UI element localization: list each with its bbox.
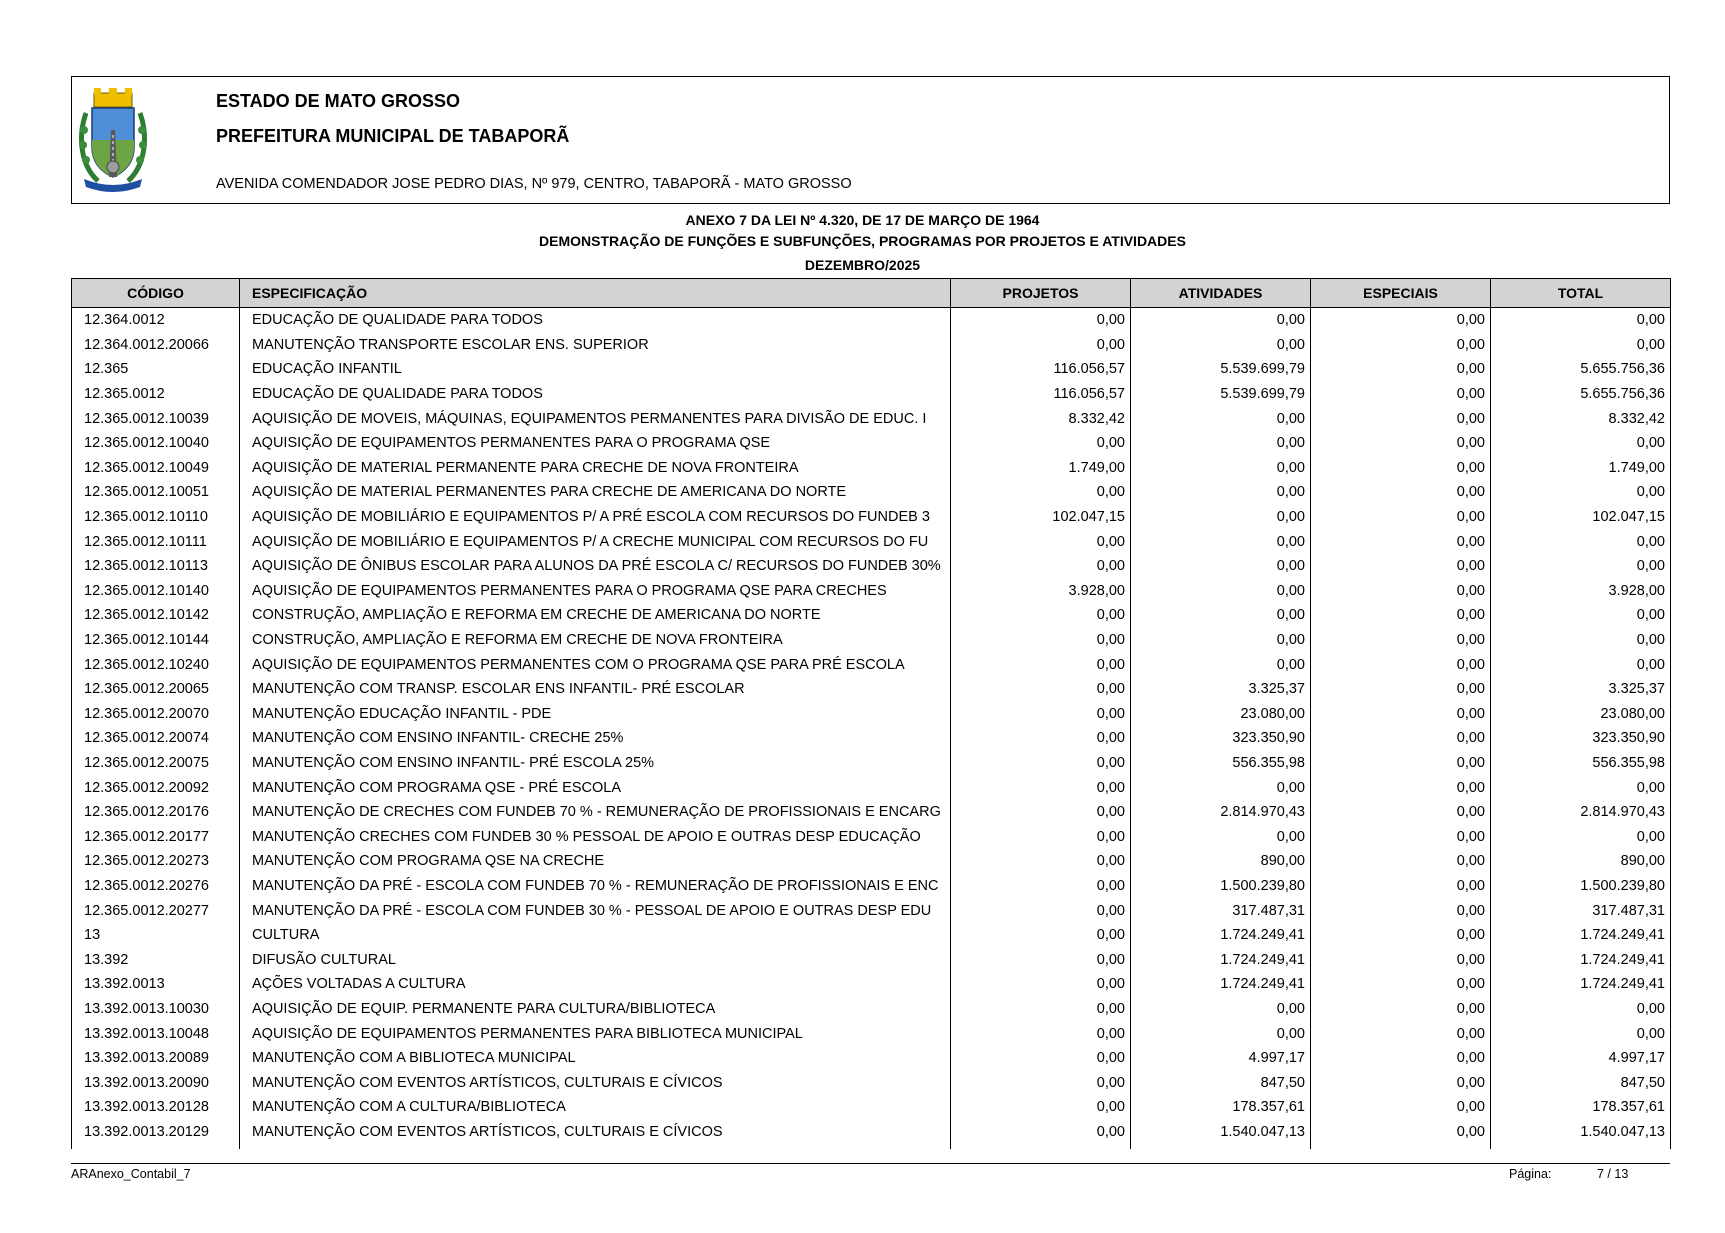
cell-activities: 0,00	[1131, 652, 1311, 677]
cell-code: 12.365.0012.20276	[72, 874, 240, 899]
cell-activities: 0,00	[1131, 505, 1311, 530]
cell-spec: AQUISIÇÃO DE EQUIPAMENTOS PERMANENTES COM O PROGRAMA QSE PARA PRÉ ESCOLA	[240, 652, 951, 677]
cell-projects: 0,00	[951, 333, 1131, 358]
cell-total: 0,00	[1491, 333, 1671, 358]
cell-code: 12.365.0012.10113	[72, 554, 240, 579]
cell-total: 847,50	[1491, 1070, 1671, 1095]
cell-total: 3.325,37	[1491, 677, 1671, 702]
cell-spec: CONSTRUÇÃO, AMPLIAÇÃO E REFORMA EM CRECHE DE AMERICANA DO NORTE	[240, 603, 951, 628]
cell-spec: AQUISIÇÃO DE MOVEIS, MÁQUINAS, EQUIPAMENTOS PERMANENTES PARA DIVISÃO DE EDUC. I	[240, 406, 951, 431]
cell-code: 13.392.0013.10030	[72, 997, 240, 1022]
cell-special: 0,00	[1311, 357, 1491, 382]
table-row	[72, 1095, 1671, 1120]
cell-projects: 0,00	[951, 628, 1131, 653]
cell-activities: 317.487,31	[1131, 898, 1311, 923]
cell-code: 12.364.0012	[72, 308, 240, 333]
cell-special: 0,00	[1311, 652, 1491, 677]
cell-special: 0,00	[1311, 333, 1491, 358]
cell-special: 0,00	[1311, 456, 1491, 481]
cell-total: 0,00	[1491, 480, 1671, 505]
cell-special: 0,00	[1311, 972, 1491, 997]
cell-projects: 0,00	[951, 800, 1131, 825]
cell-code: 12.365.0012.10049	[72, 456, 240, 481]
cell-total: 102.047,15	[1491, 505, 1671, 530]
cell-spec: MANUTENÇÃO TRANSPORTE ESCOLAR ENS. SUPERIOR	[240, 333, 951, 358]
cell-spec: MANUTENÇÃO COM PROGRAMA QSE NA CRECHE	[240, 849, 951, 874]
cell-code: 12.365.0012.10240	[72, 652, 240, 677]
table-row	[72, 1046, 1671, 1071]
cell-special: 0,00	[1311, 382, 1491, 407]
cell-total: 1.724.249,41	[1491, 923, 1671, 948]
table-body	[72, 308, 1671, 1150]
cell-activities: 0,00	[1131, 554, 1311, 579]
cell-projects: 0,00	[951, 923, 1131, 948]
cell-total: 0,00	[1491, 431, 1671, 456]
cell-total: 0,00	[1491, 1021, 1671, 1046]
cell-spec: MANUTENÇÃO COM PROGRAMA QSE - PRÉ ESCOLA	[240, 775, 951, 800]
cell-projects: 1.749,00	[951, 456, 1131, 481]
cell-code: 12.365.0012.10110	[72, 505, 240, 530]
cell-spec: CONSTRUÇÃO, AMPLIAÇÃO E REFORMA EM CRECHE DE NOVA FRONTEIRA	[240, 628, 951, 653]
table-row	[72, 554, 1671, 579]
cell-spec: AQUISIÇÃO DE ÔNIBUS ESCOLAR PARA ALUNOS DA PRÉ ESCOLA C/ RECURSOS DO FUNDEB 30%	[240, 554, 951, 579]
cell-special: 0,00	[1311, 1120, 1491, 1150]
cell-activities: 890,00	[1131, 849, 1311, 874]
cell-total: 2.814.970,43	[1491, 800, 1671, 825]
cell-spec: MANUTENÇÃO COM ENSINO INFANTIL- PRÉ ESCOLA 25%	[240, 751, 951, 776]
cell-projects: 0,00	[951, 480, 1131, 505]
table-row	[72, 357, 1671, 382]
cell-code: 12.365.0012.20177	[72, 824, 240, 849]
table-row	[72, 406, 1671, 431]
cell-total: 317.487,31	[1491, 898, 1671, 923]
column-header-code: CÓDIGO	[72, 279, 240, 308]
cell-special: 0,00	[1311, 726, 1491, 751]
cell-special: 0,00	[1311, 824, 1491, 849]
cell-projects: 102.047,15	[951, 505, 1131, 530]
cell-activities: 0,00	[1131, 824, 1311, 849]
cell-special: 0,00	[1311, 677, 1491, 702]
column-header-spec: ESPECIFICAÇÃO	[240, 279, 951, 308]
cell-total: 556.355,98	[1491, 751, 1671, 776]
cell-projects: 0,00	[951, 1095, 1131, 1120]
cell-spec: MANUTENÇÃO COM A BIBLIOTECA MUNICIPAL	[240, 1046, 951, 1071]
cell-projects: 0,00	[951, 751, 1131, 776]
cell-projects: 0,00	[951, 726, 1131, 751]
cell-total: 0,00	[1491, 775, 1671, 800]
cell-projects: 0,00	[951, 702, 1131, 727]
cell-code: 12.365.0012.20277	[72, 898, 240, 923]
cell-total: 323.350,90	[1491, 726, 1671, 751]
cell-code: 12.365.0012	[72, 382, 240, 407]
cell-projects: 8.332,42	[951, 406, 1131, 431]
cell-spec: MANUTENÇÃO EDUCAÇÃO INFANTIL - PDE	[240, 702, 951, 727]
report-title-line-2: DEMONSTRAÇÃO DE FUNÇÕES E SUBFUNÇÕES, PROGRAMAS POR PROJETOS E ATIVIDADES	[539, 233, 1186, 249]
cell-special: 0,00	[1311, 603, 1491, 628]
cell-total: 4.997,17	[1491, 1046, 1671, 1071]
cell-activities: 0,00	[1131, 406, 1311, 431]
cell-spec: MANUTENÇÃO COM TRANSP. ESCOLAR ENS INFANTIL- PRÉ ESCOLAR	[240, 677, 951, 702]
cell-total: 3.928,00	[1491, 579, 1671, 604]
cell-spec: CULTURA	[240, 923, 951, 948]
table-row	[72, 751, 1671, 776]
table-row	[72, 947, 1671, 972]
cell-projects: 0,00	[951, 849, 1131, 874]
cell-special: 0,00	[1311, 628, 1491, 653]
cell-activities: 4.997,17	[1131, 1046, 1311, 1071]
cell-projects: 0,00	[951, 652, 1131, 677]
cell-projects: 3.928,00	[951, 579, 1131, 604]
table-row	[72, 480, 1671, 505]
table-row	[72, 775, 1671, 800]
table-row	[72, 431, 1671, 456]
report-period: DEZEMBRO/2025	[804, 257, 921, 273]
cell-activities: 556.355,98	[1131, 751, 1311, 776]
cell-code: 12.365.0012.10039	[72, 406, 240, 431]
cell-code: 13.392.0013.20128	[72, 1095, 240, 1120]
cell-special: 0,00	[1311, 1095, 1491, 1120]
table-row	[72, 505, 1671, 530]
report-id: ARAnexo_Contabil_7	[71, 1167, 191, 1181]
table-row	[72, 456, 1671, 481]
cell-activities: 847,50	[1131, 1070, 1311, 1095]
cell-total: 0,00	[1491, 997, 1671, 1022]
cell-total: 1.724.249,41	[1491, 947, 1671, 972]
cell-activities: 0,00	[1131, 603, 1311, 628]
cell-total: 178.357,61	[1491, 1095, 1671, 1120]
table-row	[72, 898, 1671, 923]
cell-activities: 0,00	[1131, 456, 1311, 481]
cell-code: 12.365.0012.10111	[72, 529, 240, 554]
cell-special: 0,00	[1311, 923, 1491, 948]
footer-divider	[71, 1163, 1670, 1164]
cell-code: 13.392.0013.10048	[72, 1021, 240, 1046]
table-row	[72, 800, 1671, 825]
cell-projects: 0,00	[951, 775, 1131, 800]
cell-special: 0,00	[1311, 947, 1491, 972]
cell-total: 0,00	[1491, 529, 1671, 554]
cell-spec: AQUISIÇÃO DE EQUIPAMENTOS PERMANENTES PARA BIBLIOTECA MUNICIPAL	[240, 1021, 951, 1046]
cell-code: 12.365.0012.10144	[72, 628, 240, 653]
cell-projects: 0,00	[951, 1070, 1131, 1095]
cell-special: 0,00	[1311, 406, 1491, 431]
cell-code: 12.365.0012.20092	[72, 775, 240, 800]
cell-projects: 0,00	[951, 824, 1131, 849]
cell-spec: MANUTENÇÃO COM A CULTURA/BIBLIOTECA	[240, 1095, 951, 1120]
report-title-line-1: ANEXO 7 DA LEI Nº 4.320, DE 17 DE MARÇO DE 1964	[685, 212, 1040, 228]
cell-activities: 0,00	[1131, 997, 1311, 1022]
cell-code: 12.365.0012.10140	[72, 579, 240, 604]
cell-code: 13.392.0013.20090	[72, 1070, 240, 1095]
cell-special: 0,00	[1311, 1021, 1491, 1046]
cell-code: 12.365.0012.10040	[72, 431, 240, 456]
cell-special: 0,00	[1311, 554, 1491, 579]
cell-spec: AÇÕES VOLTADAS A CULTURA	[240, 972, 951, 997]
cell-special: 0,00	[1311, 1046, 1491, 1071]
cell-activities: 2.814.970,43	[1131, 800, 1311, 825]
cell-spec: MANUTENÇÃO COM EVENTOS ARTÍSTICOS, CULTURAIS E CÍVICOS	[240, 1120, 951, 1150]
cell-spec: EDUCAÇÃO DE QUALIDADE PARA TODOS	[240, 308, 951, 333]
header-box	[71, 76, 1670, 204]
cell-spec: AQUISIÇÃO DE MOBILIÁRIO E EQUIPAMENTOS P/ A PRÉ ESCOLA COM RECURSOS DO FUNDEB 3	[240, 505, 951, 530]
cell-activities: 0,00	[1131, 308, 1311, 333]
cell-projects: 116.056,57	[951, 382, 1131, 407]
cell-activities: 23.080,00	[1131, 702, 1311, 727]
table-row	[72, 1120, 1671, 1150]
cell-total: 890,00	[1491, 849, 1671, 874]
cell-activities: 0,00	[1131, 1021, 1311, 1046]
cell-activities: 178.357,61	[1131, 1095, 1311, 1120]
cell-special: 0,00	[1311, 529, 1491, 554]
table-row	[72, 972, 1671, 997]
table-row	[72, 1070, 1671, 1095]
cell-special: 0,00	[1311, 800, 1491, 825]
cell-special: 0,00	[1311, 308, 1491, 333]
table-row	[72, 726, 1671, 751]
table-row	[72, 333, 1671, 358]
cell-code: 12.365	[72, 357, 240, 382]
table-row	[72, 529, 1671, 554]
cell-code: 13.392.0013	[72, 972, 240, 997]
cell-total: 0,00	[1491, 628, 1671, 653]
page-number: 7 / 13	[1597, 1167, 1629, 1181]
table-header-row	[72, 279, 1671, 308]
cell-code: 12.365.0012.20070	[72, 702, 240, 727]
table-row	[72, 874, 1671, 899]
cell-projects: 0,00	[951, 603, 1131, 628]
table-row	[72, 677, 1671, 702]
cell-special: 0,00	[1311, 997, 1491, 1022]
column-header-special: ESPECIAIS	[1311, 279, 1491, 308]
cell-special: 0,00	[1311, 579, 1491, 604]
table-row	[72, 1021, 1671, 1046]
cell-special: 0,00	[1311, 505, 1491, 530]
state-name: ESTADO DE MATO GROSSO	[216, 91, 461, 111]
cell-total: 0,00	[1491, 603, 1671, 628]
cell-total: 0,00	[1491, 652, 1671, 677]
column-header-total: TOTAL	[1491, 279, 1671, 308]
cell-projects: 0,00	[951, 1046, 1131, 1071]
municipal-crest-icon	[78, 85, 148, 193]
cell-projects: 116.056,57	[951, 357, 1131, 382]
column-header-activities: ATIVIDADES	[1131, 279, 1311, 308]
cell-projects: 0,00	[951, 997, 1131, 1022]
table-row	[72, 308, 1671, 333]
cell-activities: 1.500.239,80	[1131, 874, 1311, 899]
cell-total: 1.540.047,13	[1491, 1120, 1671, 1150]
cell-activities: 0,00	[1131, 628, 1311, 653]
cell-special: 0,00	[1311, 1070, 1491, 1095]
city-hall-address: AVENIDA COMENDADOR JOSE PEDRO DIAS, Nº 979, CENTRO, TABAPORÃ - MATO GROSSO	[216, 176, 852, 192]
cell-projects: 0,00	[951, 1120, 1131, 1150]
table-row	[72, 824, 1671, 849]
table-row	[72, 628, 1671, 653]
cell-activities: 5.539.699,79	[1131, 382, 1311, 407]
cell-special: 0,00	[1311, 775, 1491, 800]
cell-code: 13.392.0013.20089	[72, 1046, 240, 1071]
cell-total: 1.724.249,41	[1491, 972, 1671, 997]
cell-activities: 1.724.249,41	[1131, 972, 1311, 997]
cell-total: 0,00	[1491, 308, 1671, 333]
cell-projects: 0,00	[951, 874, 1131, 899]
table-row	[72, 579, 1671, 604]
cell-activities: 5.539.699,79	[1131, 357, 1311, 382]
table-row	[72, 702, 1671, 727]
cell-spec: AQUISIÇÃO DE EQUIPAMENTOS PERMANENTES PARA O PROGRAMA QSE PARA CRECHES	[240, 579, 951, 604]
cell-code: 12.364.0012.20066	[72, 333, 240, 358]
cell-activities: 1.540.047,13	[1131, 1120, 1311, 1150]
cell-activities: 0,00	[1131, 431, 1311, 456]
cell-total: 8.332,42	[1491, 406, 1671, 431]
cell-total: 5.655.756,36	[1491, 357, 1671, 382]
cell-code: 13.392.0013.20129	[72, 1120, 240, 1150]
cell-activities: 0,00	[1131, 775, 1311, 800]
cell-total: 1.749,00	[1491, 456, 1671, 481]
cell-spec: AQUISIÇÃO DE MATERIAL PERMANENTES PARA CRECHE DE AMERICANA DO NORTE	[240, 480, 951, 505]
table-row	[72, 603, 1671, 628]
cell-spec: MANUTENÇÃO CRECHES COM FUNDEB 30 % PESSOAL DE APOIO E OUTRAS DESP EDUCAÇÃO	[240, 824, 951, 849]
table-row	[72, 382, 1671, 407]
cell-activities: 3.325,37	[1131, 677, 1311, 702]
table-row	[72, 997, 1671, 1022]
table-row	[72, 923, 1671, 948]
cell-spec: DIFUSÃO CULTURAL	[240, 947, 951, 972]
table-row	[72, 849, 1671, 874]
cell-projects: 0,00	[951, 677, 1131, 702]
cell-activities: 0,00	[1131, 529, 1311, 554]
cell-total: 23.080,00	[1491, 702, 1671, 727]
city-hall-name: PREFEITURA MUNICIPAL DE TABAPORÃ	[216, 126, 570, 146]
cell-code: 12.365.0012.10051	[72, 480, 240, 505]
cell-projects: 0,00	[951, 898, 1131, 923]
cell-code: 12.365.0012.20176	[72, 800, 240, 825]
cell-code: 12.365.0012.20273	[72, 849, 240, 874]
cell-code: 12.365.0012.20075	[72, 751, 240, 776]
cell-spec: AQUISIÇÃO DE EQUIPAMENTOS PERMANENTES PARA O PROGRAMA QSE	[240, 431, 951, 456]
cell-projects: 0,00	[951, 554, 1131, 579]
cell-activities: 0,00	[1131, 480, 1311, 505]
cell-activities: 323.350,90	[1131, 726, 1311, 751]
cell-code: 13	[72, 923, 240, 948]
cell-spec: AQUISIÇÃO DE MATERIAL PERMANENTE PARA CRECHE DE NOVA FRONTEIRA	[240, 456, 951, 481]
cell-activities: 0,00	[1131, 579, 1311, 604]
cell-code: 12.365.0012.20074	[72, 726, 240, 751]
cell-special: 0,00	[1311, 702, 1491, 727]
cell-spec: MANUTENÇÃO DE CRECHES COM FUNDEB 70 % - REMUNERAÇÃO DE PROFISSIONAIS E ENCARG	[240, 800, 951, 825]
cell-projects: 0,00	[951, 947, 1131, 972]
cell-spec: MANUTENÇÃO DA PRÉ - ESCOLA COM FUNDEB 30 % - PESSOAL DE APOIO E OUTRAS DESP EDU	[240, 898, 951, 923]
cell-projects: 0,00	[951, 431, 1131, 456]
cell-spec: MANUTENÇÃO COM EVENTOS ARTÍSTICOS, CULTURAIS E CÍVICOS	[240, 1070, 951, 1095]
cell-special: 0,00	[1311, 480, 1491, 505]
cell-spec: MANUTENÇÃO COM ENSINO INFANTIL- CRECHE 25%	[240, 726, 951, 751]
cell-spec: MANUTENÇÃO DA PRÉ - ESCOLA COM FUNDEB 70 % - REMUNERAÇÃO DE PROFISSIONAIS E ENC	[240, 874, 951, 899]
cell-total: 5.655.756,36	[1491, 382, 1671, 407]
cell-special: 0,00	[1311, 849, 1491, 874]
column-header-projects: PROJETOS	[951, 279, 1131, 308]
cell-total: 0,00	[1491, 554, 1671, 579]
cell-total: 0,00	[1491, 824, 1671, 849]
cell-spec: AQUISIÇÃO DE EQUIP. PERMANENTE PARA CULTURA/BIBLIOTECA	[240, 997, 951, 1022]
cell-projects: 0,00	[951, 972, 1131, 997]
table-row	[72, 652, 1671, 677]
cell-spec: EDUCAÇÃO INFANTIL	[240, 357, 951, 382]
cell-spec: EDUCAÇÃO DE QUALIDADE PARA TODOS	[240, 382, 951, 407]
cell-spec: AQUISIÇÃO DE MOBILIÁRIO E EQUIPAMENTOS P/ A CRECHE MUNICIPAL COM RECURSOS DO FU	[240, 529, 951, 554]
cell-activities: 1.724.249,41	[1131, 923, 1311, 948]
cell-code: 12.365.0012.10142	[72, 603, 240, 628]
cell-projects: 0,00	[951, 1021, 1131, 1046]
report-table	[71, 278, 1671, 1149]
cell-special: 0,00	[1311, 898, 1491, 923]
cell-code: 12.365.0012.20065	[72, 677, 240, 702]
cell-code: 13.392	[72, 947, 240, 972]
cell-total: 1.500.239,80	[1491, 874, 1671, 899]
cell-projects: 0,00	[951, 308, 1131, 333]
cell-special: 0,00	[1311, 874, 1491, 899]
cell-activities: 1.724.249,41	[1131, 947, 1311, 972]
cell-special: 0,00	[1311, 431, 1491, 456]
cell-special: 0,00	[1311, 751, 1491, 776]
cell-projects: 0,00	[951, 529, 1131, 554]
page-label: Página:	[1509, 1167, 1552, 1181]
cell-activities: 0,00	[1131, 333, 1311, 358]
